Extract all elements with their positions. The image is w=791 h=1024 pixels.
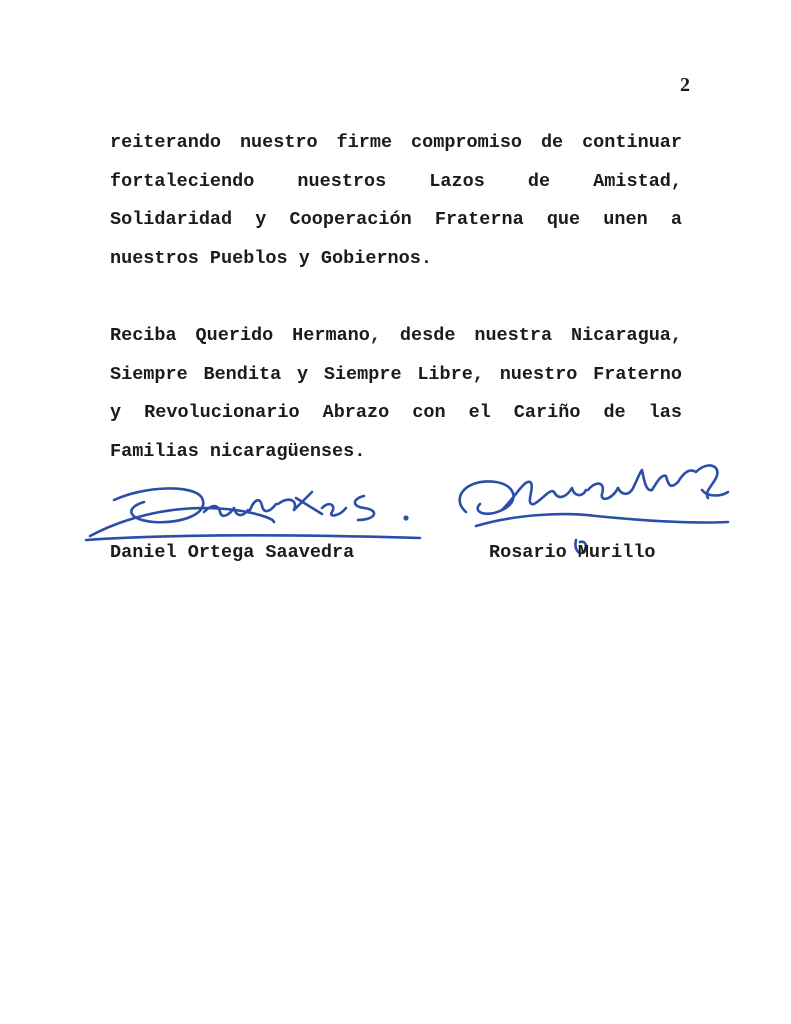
paragraph-greeting <box>110 317 682 471</box>
text-line: Reciba Querido Hermano, desde nuestra Nicaragua, <box>110 325 682 346</box>
text-line: nuestros Pueblos y Gobiernos. <box>110 247 432 269</box>
paragraph-closing-commitment <box>110 124 682 278</box>
signatory-name-murillo: Rosario Murillo <box>489 542 656 563</box>
text-line: reiterando nuestro firme compromiso de continuar <box>110 132 682 153</box>
text-line: Siempre Bendita y Siempre Libre, nuestro Fraterno <box>110 363 682 385</box>
text-line: fortaleciendo nuestros Lazos de Amistad, <box>110 170 682 192</box>
text-line: Solidaridad y Cooperación Fraterna que unen a <box>110 209 682 231</box>
text-line: Familias nicaragüenses. <box>110 440 366 462</box>
page-number: 2 <box>680 74 690 96</box>
signature-daniel-ortega <box>84 478 424 548</box>
text-line: y Revolucionario Abrazo con el Cariño de las <box>110 402 682 424</box>
signatory-name-ortega: Daniel Ortega Saavedra <box>110 542 355 563</box>
